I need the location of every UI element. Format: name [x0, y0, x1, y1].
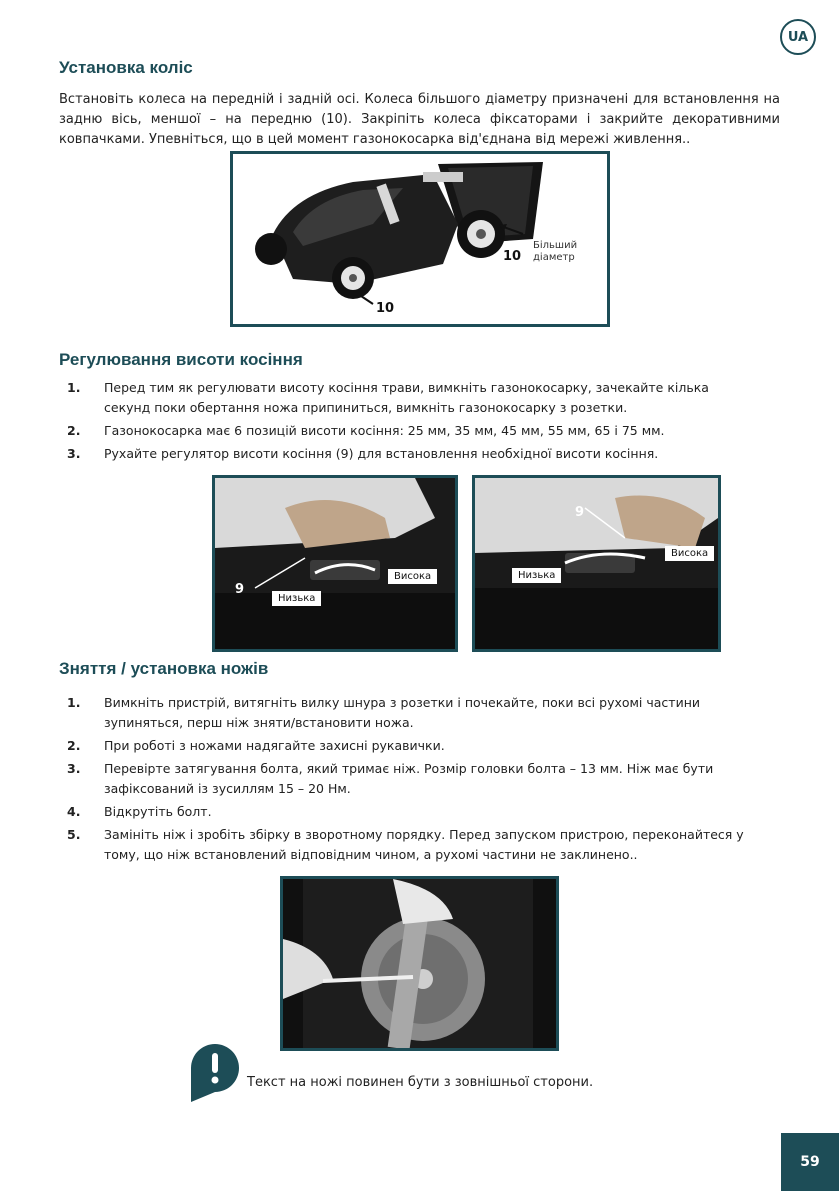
page-number: 59: [781, 1133, 839, 1191]
language-badge: UA: [780, 19, 816, 55]
step-text: Перевірте затягування болта, який тримає ніж. Розмір головки болта – 13 мм. Ніж має бути зафіксований із зусиллям 15 – 20 Нм.: [104, 761, 714, 796]
step-text: Замініть ніж і зробіть збірку в зворотному порядку. Перед запуском пристрою, переконайтеся у тому, що ніж встановлений відповідним чином, а рухомі частини не заклинено..: [104, 827, 744, 862]
height-photo-left: [212, 475, 458, 652]
step-number: 5.: [67, 827, 81, 842]
blades-steps-list: [59, 693, 779, 868]
height-photo-right: [472, 475, 721, 652]
height-lever-illustration-left: [215, 478, 455, 649]
bigger-diameter-label: [533, 240, 577, 264]
wheel-label-front: 10: [376, 301, 395, 316]
label-low: Низька: [512, 568, 561, 583]
list-item: [59, 759, 779, 799]
blade-photo: [280, 876, 559, 1051]
wheel-label-rear: 10: [503, 249, 522, 264]
wheels-paragraph: Встановіть колеса на передній і задній осі. Колеса більшого діаметру призначені для встановлення на задню вісь, меншої – на передню (10). Закріпіть колеса фіксаторами і закрийте декоративними ковпачками. Упевніться, що в цей момент газонокосарка від'єднана від мережі живлення..: [59, 92, 780, 147]
step-number: 3.: [67, 446, 81, 461]
step-text: При роботі з ножами надягайте захисні рукавички.: [104, 738, 445, 753]
bigger-diameter-line1: Більший: [533, 240, 578, 251]
step-number: 4.: [67, 804, 81, 819]
note-text: Текст на ножі повинен бути з зовнішньої сторони.: [247, 1075, 594, 1090]
regulator-number: 9: [575, 505, 585, 520]
blade-illustration: [283, 879, 556, 1048]
lawnmower-photo: [230, 151, 610, 327]
list-item: [59, 378, 759, 418]
section-title-height: Регулювання висоти косіння: [59, 350, 303, 369]
list-item: [59, 802, 779, 822]
step-number: 2.: [67, 738, 81, 753]
step-text: Перед тим як регулювати висоту косіння трави, вимкніть газонокосарку, зачекайте кілька секунд поки обертання ножа припиниться, вимкніть газонокосарку з розетки.: [104, 380, 709, 415]
step-text: Відкрутіть болт.: [104, 804, 212, 819]
exclamation-icon: [191, 1044, 239, 1102]
section-title-blades: Зняття / установка ножів: [59, 659, 269, 678]
list-item: [59, 421, 759, 441]
lawnmower-illustration: [233, 154, 607, 324]
step-number: 3.: [67, 761, 81, 776]
label-high: Висока: [388, 569, 437, 584]
label-high: Висока: [665, 546, 714, 561]
regulator-number: 9: [235, 582, 245, 597]
step-text: Рухайте регулятор висоти косіння (9) для встановлення необхідної висоти косіння.: [104, 446, 659, 461]
step-text: Вимкніть пристрій, витягніть вилку шнура з розетки і почекайте, поки всі рухомі частини зупиняться, перш ніж зняти/встановити ножа.: [104, 695, 701, 730]
step-number: 1.: [67, 695, 81, 710]
bigger-diameter-line2: діаметр: [533, 252, 575, 263]
step-text: Газонокосарка має 6 позицій висоти косіння: 25 мм, 35 мм, 45 мм, 55 мм, 65 і 75 мм.: [104, 423, 665, 438]
list-item: [59, 825, 779, 865]
label-low: Низька: [272, 591, 321, 606]
step-number: 2.: [67, 423, 81, 438]
list-item: [59, 693, 779, 733]
height-steps-list: [59, 378, 759, 467]
list-item: [59, 444, 759, 464]
height-lever-illustration-right: [475, 478, 718, 649]
section-title-wheels: Установка коліс: [59, 58, 193, 77]
step-number: 1.: [67, 380, 81, 395]
list-item: [59, 736, 779, 756]
